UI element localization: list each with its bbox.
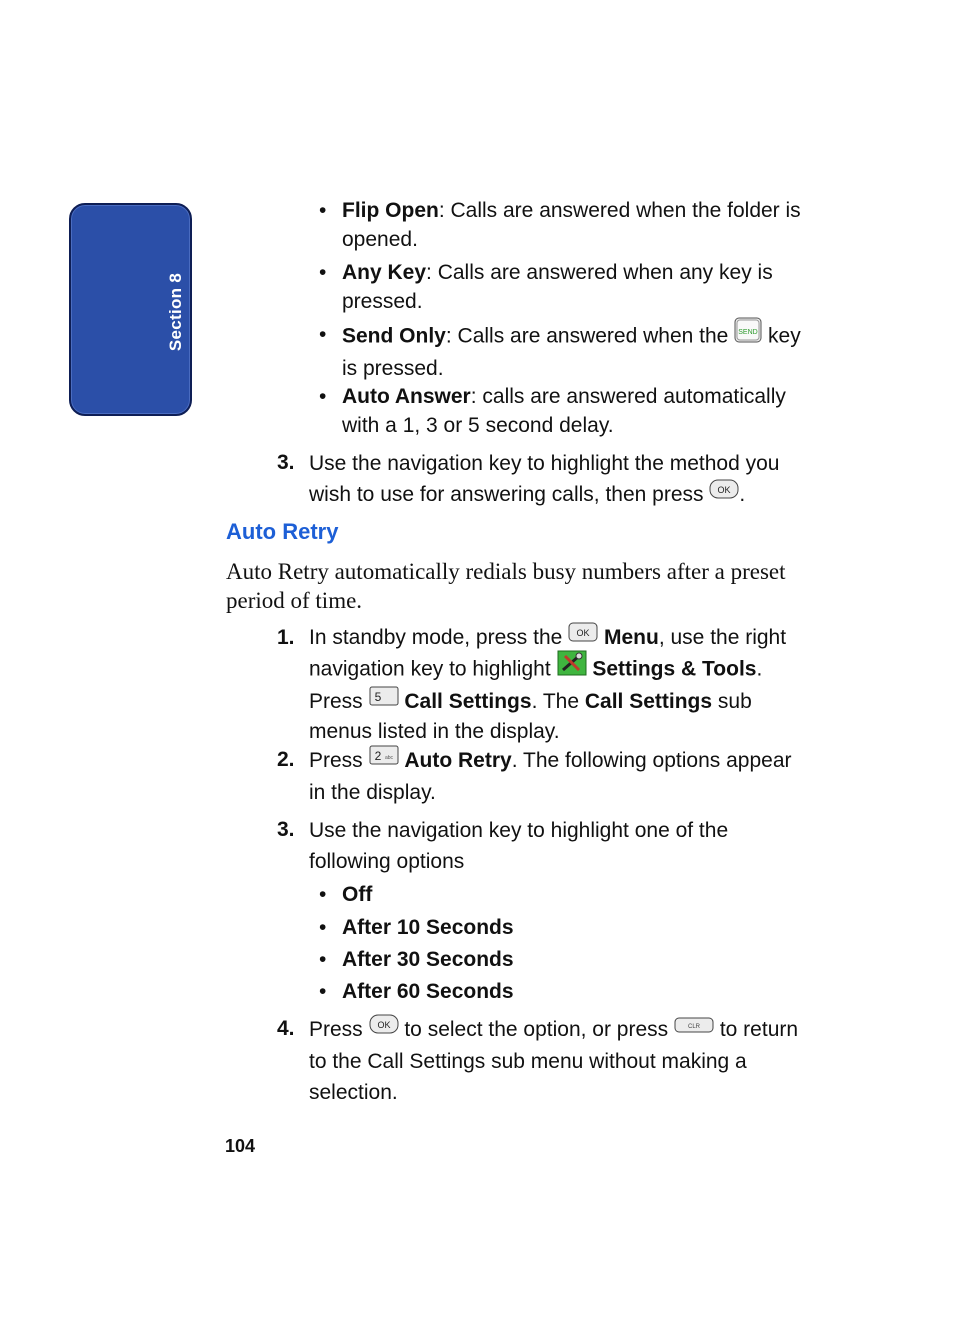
- settings-tools-icon: [557, 650, 587, 684]
- menu-ok-key-icon: [568, 621, 598, 650]
- bullet-dot: •: [319, 323, 327, 346]
- page-number: 104: [225, 1136, 256, 1156]
- ok-key-icon: [709, 477, 739, 508]
- svg-text:SEND: SEND: [738, 329, 758, 336]
- bullet-dot: •: [319, 385, 327, 408]
- two-key-icon: [369, 743, 399, 774]
- step-number: 3.: [277, 451, 295, 474]
- step-open-call-settings: In standby mode, press the OK Menu, use the right navigation key to highlight Settings & Tools. Press 5 Call Settings. The Call Settings sub menus listed in the display.: [309, 623, 809, 746]
- option-after-30-seconds: After 30 Seconds: [342, 948, 514, 971]
- step-highlight-option: Use the navigation key to highlight one of the following options: [309, 819, 729, 873]
- section-tab-label: Section 8: [166, 272, 185, 352]
- section-intro: Auto Retry automatically redials busy numbers after a preset period of time.: [226, 559, 786, 613]
- five-key-icon: [369, 685, 399, 714]
- bullet-dot: •: [319, 261, 327, 284]
- bullet-dot: •: [319, 980, 327, 1003]
- bullet-auto-answer: Auto Answer: calls are answered automatically with a 1, 3 or 5 second delay.: [342, 385, 786, 437]
- bullet-flip-open: Flip Open: Calls are answered when the folder is opened.: [342, 199, 801, 251]
- bullet-any-key: Any Key: Calls are answered when any key is pressed.: [342, 261, 773, 313]
- svg-text:CLR: CLR: [687, 1023, 701, 1030]
- ok-key-icon: [369, 1012, 399, 1043]
- bullet-send-only: Send Only: Calls are answered when the SEND key is pressed.: [342, 320, 812, 383]
- step-number: 1.: [277, 626, 295, 649]
- svg-text:abc: abc: [384, 754, 393, 761]
- bullet-dot: •: [319, 916, 327, 939]
- bullet-dot: •: [319, 948, 327, 971]
- option-after-60-seconds: After 60 Seconds: [342, 980, 514, 1003]
- option-off: Off: [342, 883, 373, 906]
- svg-text:2: 2: [374, 748, 381, 763]
- step-number: 3.: [277, 818, 295, 841]
- step-number: 4.: [277, 1017, 295, 1040]
- section-heading: Auto Retry: [226, 519, 339, 544]
- bullet-dot: •: [319, 883, 327, 906]
- svg-text:OK: OK: [377, 1019, 391, 1030]
- svg-text:5: 5: [374, 689, 381, 704]
- step-press-auto-retry: Press 2 abc Auto Retry. The following options appear in the display.: [309, 745, 809, 808]
- svg-text:OK: OK: [717, 484, 731, 495]
- bullet-dot: •: [319, 199, 327, 222]
- clr-key-icon: [674, 1012, 714, 1043]
- svg-text:OK: OK: [576, 627, 590, 638]
- step-select-answer-method: Use the navigation key to highlight the method you wish to use for answering calls, then press OK .: [309, 452, 780, 506]
- option-after-10-seconds: After 10 Seconds: [342, 916, 514, 939]
- send-key-icon: [734, 317, 762, 351]
- step-number: 2.: [277, 748, 295, 771]
- step-select-or-return: Press OK to select the option, or press CLR to return to the Call Settings sub menu without making a selection.: [309, 1014, 809, 1108]
